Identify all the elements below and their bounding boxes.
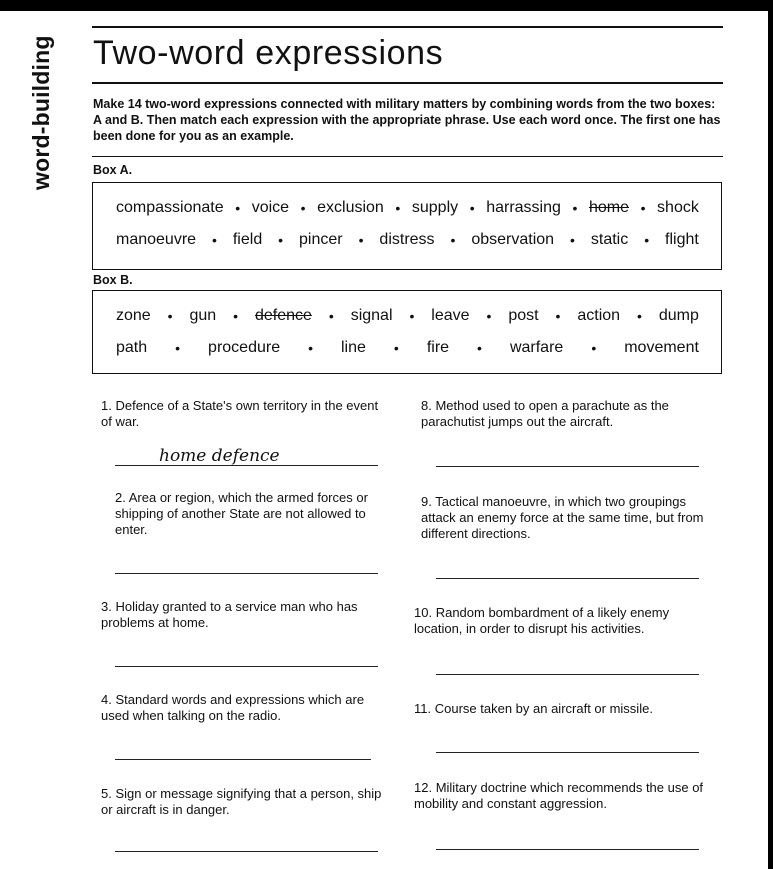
question-text: Sign or message signifying that a person, ship or aircraft is in danger. (101, 786, 382, 817)
bullet-separator: • (212, 232, 217, 248)
word: gun (189, 307, 217, 324)
word: leave (431, 307, 470, 324)
answer-line-1[interactable]: home defence (115, 448, 378, 466)
bullet-separator: • (486, 308, 492, 324)
question-text: Random bombardment of a likely enemy location, in order to disrupt his activities. (414, 605, 670, 636)
word: compassionate (116, 199, 224, 216)
question-1 (101, 398, 383, 430)
question-5 (101, 786, 383, 818)
bullet-separator: • (477, 340, 482, 356)
answer-line-3[interactable] (115, 649, 378, 667)
question-number: 8. (421, 398, 432, 413)
question-text: Method used to open a parachute as the parachutist jumps out the aircraft. (421, 398, 669, 429)
word: observation (471, 231, 555, 248)
word: static (590, 231, 629, 248)
page-title: Two-word expressions (93, 34, 444, 72)
bullet-separator: • (409, 308, 415, 324)
bullet-separator: • (636, 308, 642, 324)
question-text: Standard words and expressions which are used when talking on the radio. (101, 692, 365, 723)
box-a-label: Box A. (93, 163, 133, 177)
bullet-separator: • (175, 340, 181, 356)
answer-line-2[interactable] (115, 556, 378, 574)
word: distress (379, 231, 435, 248)
question-text: Area or region, which the armed forces or shipping of another State are not allowed to enter. (115, 490, 368, 537)
bullet-separator: • (233, 308, 239, 324)
word: pincer (299, 231, 343, 248)
question-text: Course taken by an aircraft or missile. (434, 701, 653, 716)
word-used: home (588, 199, 629, 216)
answer-line-4[interactable] (115, 742, 371, 760)
word: zone (116, 307, 151, 324)
bullet-separator: • (450, 232, 456, 248)
box-a-row-1 (116, 199, 699, 217)
question-2 (115, 490, 383, 538)
bullet-separator: • (469, 200, 475, 216)
question-9 (421, 494, 705, 542)
bullet-separator: • (570, 232, 575, 248)
bullet-separator: • (167, 308, 173, 324)
top-border (0, 0, 773, 11)
question-number: 11. (414, 701, 432, 716)
box-a (92, 182, 722, 270)
word: voice (251, 199, 290, 216)
question-10 (414, 605, 705, 637)
instructions: Make 14 two-word expressions connected with military matters by combining words from the two boxes: A and B. Then match each expression with the appropriate phrase. Use each word once. The first one has been done for you as an example. (93, 97, 721, 143)
word: warfare (509, 339, 564, 356)
bullet-separator: • (644, 232, 650, 248)
word: movement (624, 339, 699, 356)
bullet-separator: • (328, 308, 334, 324)
question-12 (414, 780, 705, 812)
question-8 (421, 398, 705, 430)
question-number: 1. (101, 398, 112, 413)
question-3 (101, 599, 383, 631)
word: shock (657, 199, 699, 216)
question-text: Defence of a State's own territory in the event of war. (101, 398, 379, 429)
bullet-separator: • (395, 200, 401, 216)
question-number: 2. (115, 490, 126, 505)
title-top-rule (92, 26, 723, 28)
question-text: Tactical manoeuvre, in which two groupings attack an enemy force at the same time, but from different directions. (421, 494, 704, 541)
word: field (232, 231, 263, 248)
section-label: word-building (28, 35, 54, 190)
question-number: 4. (101, 692, 112, 707)
question-text: Holiday granted to a service man who has problems at home. (101, 599, 358, 630)
bullet-separator: • (555, 308, 561, 324)
word: line (341, 339, 366, 356)
word: manoeuvre (116, 231, 197, 248)
box-b (92, 290, 722, 374)
question-number: 3. (101, 599, 112, 614)
bullet-separator: • (235, 200, 241, 216)
word: path (116, 339, 148, 356)
answer-line-9[interactable] (436, 561, 699, 579)
word: dump (658, 307, 699, 324)
bullet-separator: • (572, 200, 578, 216)
word: flight (665, 231, 699, 248)
right-border (768, 0, 773, 869)
box-b-row-1 (116, 307, 699, 325)
bullet-separator: • (308, 340, 313, 356)
bullet-separator: • (640, 200, 646, 216)
question-text: Military doctrine which recommends the use of mobility and constant aggression. (414, 780, 704, 811)
question-4 (101, 692, 383, 724)
question-11 (414, 701, 705, 717)
word: exclusion (317, 199, 384, 216)
word: signal (350, 307, 393, 324)
title-bottom-rule (92, 82, 723, 84)
box-b-row-2 (116, 339, 699, 357)
box-b-label: Box B. (93, 273, 133, 287)
answer-line-12[interactable] (436, 832, 699, 850)
box-a-row-2 (116, 231, 699, 249)
word-used: defence (254, 307, 312, 324)
bullet-separator: • (393, 340, 399, 356)
bullet-separator: • (358, 232, 364, 248)
answer-line-10[interactable] (436, 657, 699, 675)
bullet-separator: • (591, 340, 597, 356)
word: procedure (208, 339, 281, 356)
question-number: 5. (101, 786, 112, 801)
question-number: 10. (414, 605, 433, 620)
bullet-separator: • (300, 200, 306, 216)
question-number: 9. (421, 494, 432, 509)
word: fire (426, 339, 450, 356)
bullet-separator: • (278, 232, 284, 248)
instructions-rule (92, 156, 723, 157)
question-number: 12. (414, 780, 433, 795)
word: post (508, 307, 539, 324)
word: action (577, 307, 621, 324)
answer-line-8[interactable] (436, 449, 699, 467)
word: harrassing (486, 199, 561, 216)
answer-line-5[interactable] (115, 834, 378, 852)
word: supply (411, 199, 459, 216)
answer-line-11[interactable] (436, 735, 699, 753)
